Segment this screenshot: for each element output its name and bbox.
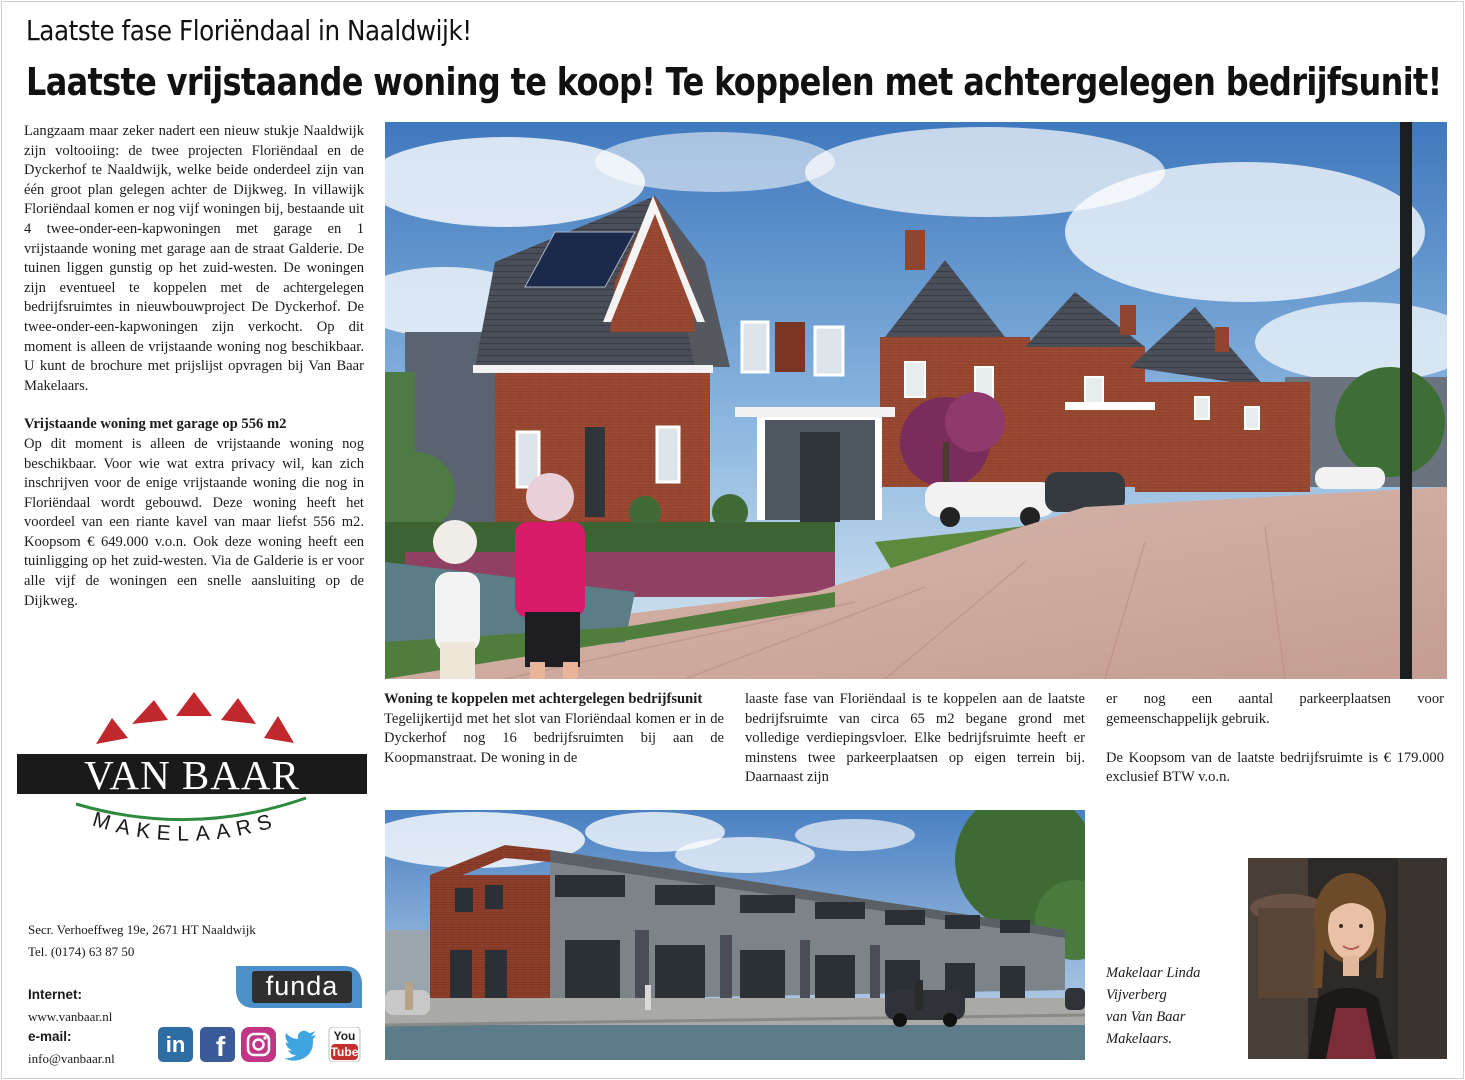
kicker-title: Laatste fase Floriëndaal in Naaldwijk! <box>26 14 472 47</box>
bottom-col-1-text: Tegelijkertijd met het slot van Floriëndaal komen er in de Dyckerhof nog 16 bedrijfsruimten bij aan de Koopmanstraat. De woning in de <box>384 710 724 766</box>
caption-line-1: Makelaar Linda <box>1106 965 1201 981</box>
logo-roof-mark-3 <box>176 692 212 716</box>
facebook-icon[interactable] <box>200 1027 235 1062</box>
business-units-image <box>385 810 1085 1060</box>
twitter-icon[interactable] <box>283 1027 318 1062</box>
website-link[interactable]: www.vanbaar.nl <box>28 1009 113 1024</box>
contact-address: Secr. Verhoeffweg 19e, 2671 HT Naaldwijk <box>28 922 256 937</box>
internet-label: Internet: <box>28 987 82 1002</box>
linkedin-glyph: in <box>165 1032 186 1057</box>
hero-house-illustration <box>385 122 1447 679</box>
contact-phone: Tel. (0174) 63 87 50 <box>28 944 135 959</box>
youtube-glyph: You Tube <box>330 1029 359 1059</box>
logo-sub-text: MAKELAARS <box>90 807 281 846</box>
caption-line-4: Makelaars. <box>1106 1031 1173 1047</box>
article-intro: Langzaam maar zeker nadert een nieuw stukje Naaldwijk zijn voltooiing: de twee projecten Floriëndaal en de Dyckerhof te Naaldwijk, welke beide onderdeel zijn van één groot plan gelegen achter de Dijkweg. In villawijk Floriëndaal komen er nog vijf woningen bij, bestaande uit 4 twee-onder-een-kapwoningen met garage en 1 vrijstaande woning met garage aan de straat Galderie. De tuinen liggen gunstig op het zuid-westen. De woningen zijn eventueel te koppelen met de achtergelegen bedrijfsruimtes in nieuwbouwproject De Dyckerhof. De twee-onder-een-kapwoningen zijn verkocht. Op dit moment is alleen de vrijstaande woning nog beschikbaar. U kunt de brochure met prijslijst opvragen bij Van Baar Makelaars. <box>24 123 364 394</box>
article-bottom-col-2 <box>745 690 1085 788</box>
bottom-col-3-text-a: er nog een aantal parkeerplaatsen voor gemeenschappelijk gebruik. <box>1106 691 1444 727</box>
funda-link[interactable]: funda <box>252 971 352 1003</box>
article-body: Op dit moment is alleen de vrijstaande woning nog beschikbaar. Voor wie wat extra privacy wil, kan zich inschrijven voor de enige vrijstaande woning die nog in Floriëndaal wordt gebouwd. Deze woning heeft het voordeel van een riante kavel van maar liefst 556 m2. Koopsom € 649.000 v.o.n. Ook deze woning heeft een tuinligging op het zuid-westen. Via de Galderie is er voor alle vijf de woningen een snelle aansluiting op de Dijkweg. <box>24 435 364 609</box>
instagram-icon[interactable] <box>241 1027 276 1062</box>
email-link[interactable]: info@vanbaar.nl <box>28 1051 115 1066</box>
bottom-subheading: Woning te koppelen met achtergelegen bedrijfsunit <box>384 691 703 707</box>
email-label: e-mail: <box>28 1029 72 1044</box>
bottom-col-3-text-b: De Koopsom van de laatste bedrijfsruimte is € 179.000 exclusief BTW v.o.n. <box>1106 749 1444 786</box>
article-bottom-col-3 <box>1106 690 1444 788</box>
article-left-column <box>24 122 364 611</box>
logo-roof-mark-2 <box>132 700 168 724</box>
logo-roof-mark-1 <box>96 718 128 744</box>
agent-portrait-illustration <box>1248 858 1447 1059</box>
agent-portrait <box>1248 858 1447 1059</box>
article-bottom-col-1 <box>384 690 724 768</box>
logo-name: VAN BAAR <box>84 752 300 798</box>
hero-house-image <box>385 122 1447 679</box>
caption-line-2: Vijverberg <box>1106 987 1167 1003</box>
logo-roof-mark-5 <box>264 716 294 743</box>
caption-line-3: van Van Baar <box>1106 1009 1186 1025</box>
headline: Laatste vrijstaande woning te koop! Te koppelen met achtergelegen bedrijfsunit! <box>26 60 1442 104</box>
agent-caption <box>1106 962 1241 1050</box>
logo-roof-mark-4 <box>221 698 256 724</box>
article-subheading: Vrijstaande woning met garage op 556 m2 <box>24 416 287 433</box>
linkedin-icon[interactable] <box>158 1027 193 1062</box>
bottom-col-2-text: laaste fase van Floriëndaal is te koppelen aan de laatste bedrijfsruimte van circa 65 m2 begane grond met volledige verdiepingsvloer. Elke bedrijfsruimte heeft er minstens twee parkeerplaatsen op eigen terrein bij. Daarnaast zijn <box>745 691 1085 786</box>
business-units-illustration <box>385 810 1085 1060</box>
facebook-glyph: f <box>215 1031 226 1062</box>
youtube-icon[interactable] <box>327 1027 362 1062</box>
van-baar-logo <box>16 688 368 858</box>
